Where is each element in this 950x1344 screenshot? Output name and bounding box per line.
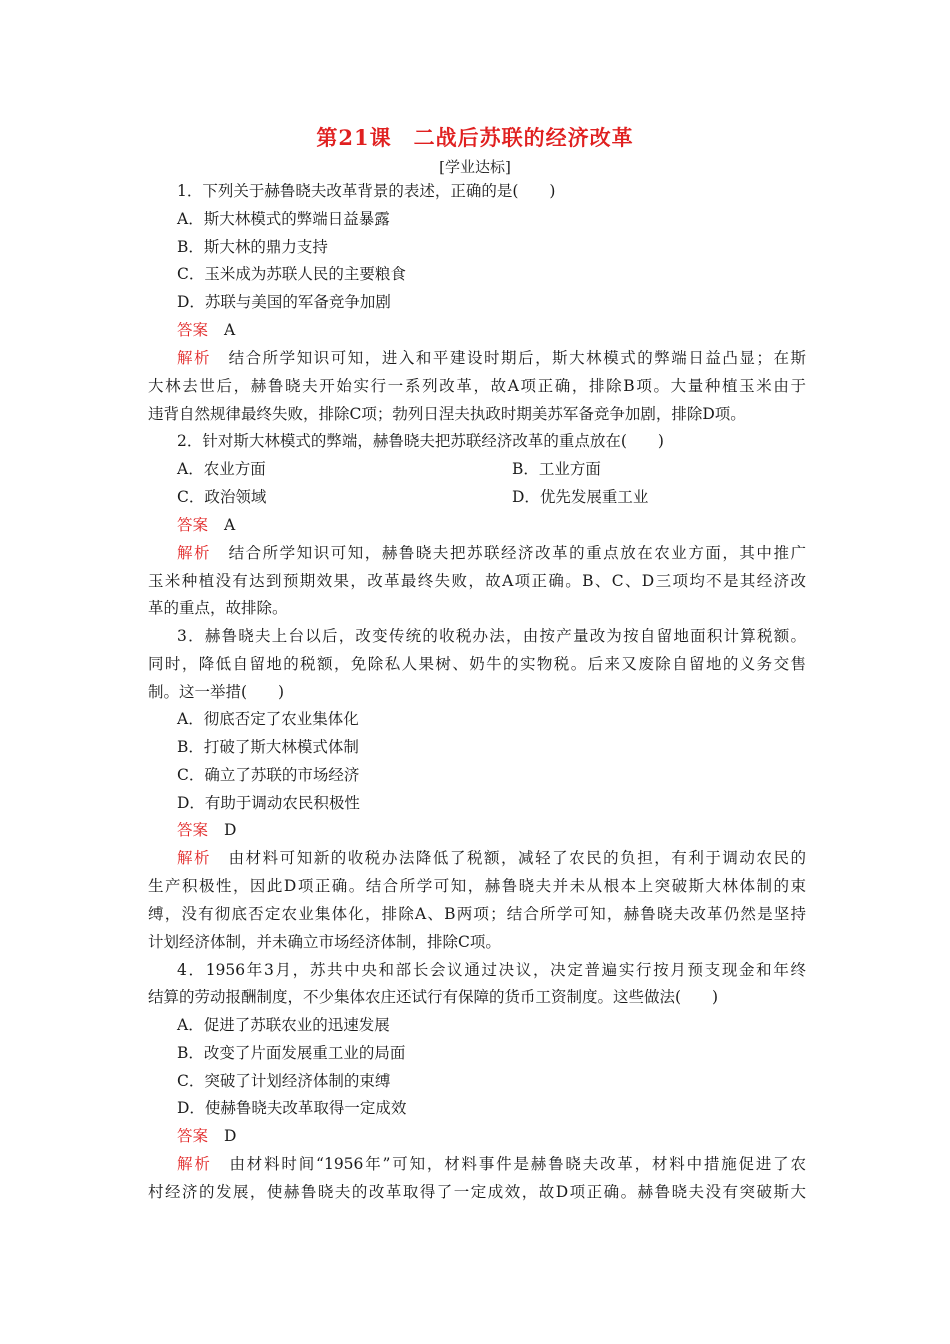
question-4-analysis-line: [177, 1154, 806, 1174]
question-3-stem-line: 制。这一举措( ): [148, 683, 285, 701]
question-4-option-a: A．促进了苏联农业的迅速发展: [177, 1016, 390, 1034]
question-1-analysis-line: 违背自然规律最终失败，排除C项；勃列日涅夫执政时期美苏军备竞争加剧，排除D项。: [148, 405, 746, 423]
question-4-option-b: B．改变了片面发展重工业的局面: [177, 1044, 406, 1062]
question-2-analysis-line: 玉米种植没有达到预期效果，改革最终失败，故A项正确。B、C、D三项均不是其经济改: [148, 572, 806, 590]
answer-value: A: [224, 516, 236, 534]
analysis-label: 解析: [177, 349, 212, 367]
question-4-option-d: D．使赫鲁晓夫改革取得一定成效: [177, 1099, 407, 1117]
question-3-analysis-line: 计划经济体制，并未确立市场经济体制，排除C项。: [148, 933, 501, 951]
question-1-option-b: B．斯大林的鼎力支持: [177, 238, 328, 256]
question-3-option-d: D．有助于调动农民积极性: [177, 794, 360, 812]
question-1-option-a: A．斯大林模式的弊端日益暴露: [177, 210, 390, 228]
question-1-answer: [177, 320, 235, 340]
answer-label: 答案: [177, 821, 209, 839]
question-2-option-b: B．工业方面: [512, 460, 601, 478]
question-4-stem-line: 4．1956年3月，苏共中央和部长会议通过决议，决定普遍实行按月预支现金和年终: [177, 961, 806, 979]
question-3-option-a: A．彻底否定了农业集体化: [177, 710, 359, 728]
analysis-label: 解析: [177, 1155, 212, 1173]
analysis-text: 结合所学知识可知，进入和平建设时期后，斯大林模式的弊端日益凸显；在斯: [227, 349, 806, 367]
question-1-analysis-line: 大林去世后，赫鲁晓夫开始实行一系列改革，故A项正确，排除B项。大量种植玉米由于: [148, 377, 806, 395]
analysis-label: 解析: [177, 544, 212, 562]
answer-value: D: [224, 1127, 237, 1145]
answer-label: 答案: [177, 516, 209, 534]
question-2-analysis-line: [177, 543, 806, 563]
question-3-stem-line: 同时，降低自留地的税额，免除私人果树、奶牛的实物税。后来又废除自留地的义务交售: [148, 655, 806, 673]
question-3-option-b: B．打破了斯大林模式体制: [177, 738, 359, 756]
analysis-text: 结合所学知识可知，赫鲁晓夫把苏联经济改革的重点放在农业方面，其中推广: [227, 544, 806, 562]
question-3-option-c: C．确立了苏联的市场经济: [177, 766, 360, 784]
question-1-stem: 1．下列关于赫鲁晓夫改革背景的表述，正确的是( ): [177, 182, 556, 200]
question-2-analysis-line: 革的重点，故排除。: [148, 599, 288, 617]
lesson-title: 第21课 二战后苏联的经济改革: [316, 125, 634, 150]
question-3-answer: [177, 820, 236, 840]
question-4-answer: [177, 1126, 236, 1146]
question-3-analysis-line: 缚，没有彻底否定农业集体化，排除A、B两项；结合所学可知，赫鲁晓夫改革仍然是坚持: [148, 905, 806, 923]
answer-label: 答案: [177, 1127, 209, 1145]
question-1-option-c: C．玉米成为苏联人民的主要粮食: [177, 265, 406, 283]
answer-value: A: [224, 321, 236, 339]
question-4-option-c: C．突破了计划经济体制的束缚: [177, 1072, 391, 1090]
question-4-stem-line: 结算的劳动报酬制度，不少集体农庄还试行有保障的货币工资制度。这些做法( ): [148, 988, 719, 1006]
question-3-analysis-line: [177, 848, 806, 868]
question-3-analysis-line: 生产积极性，因此D项正确。结合所学可知，赫鲁晓夫并未从根本上突破斯大林体制的束: [148, 877, 806, 895]
question-2-answer: [177, 515, 235, 535]
question-2-option-c: C．政治领域: [177, 488, 267, 506]
analysis-text: 由材料时间“1956年”可知，材料事件是赫鲁晓夫改革，材料中措施促进了农: [227, 1155, 806, 1173]
question-2-stem: 2．针对斯大林模式的弊端，赫鲁晓夫把苏联经济改革的重点放在( ): [177, 432, 664, 450]
answer-label: 答案: [177, 321, 209, 339]
question-2-option-d: D．优先发展重工业: [512, 488, 649, 506]
answer-value: D: [224, 821, 237, 839]
section-heading: [学业达标]: [439, 158, 511, 176]
analysis-label: 解析: [177, 849, 212, 867]
question-1-option-d: D．苏联与美国的军备竞争加剧: [177, 293, 391, 311]
question-2-option-a: A．农业方面: [177, 460, 266, 478]
question-1-analysis-line: [177, 348, 806, 368]
question-4-analysis-line: 村经济的发展，使赫鲁晓夫的改革取得了一定成效，故D项正确。赫鲁晓夫没有突破斯大: [148, 1183, 806, 1201]
analysis-text: 由材料可知新的收税办法降低了税额，减轻了农民的负担，有利于调动农民的: [227, 849, 806, 867]
question-3-stem-line: 3．赫鲁晓夫上台以后，改变传统的收税办法，由按产量改为按自留地面积计算税额。: [177, 627, 806, 645]
